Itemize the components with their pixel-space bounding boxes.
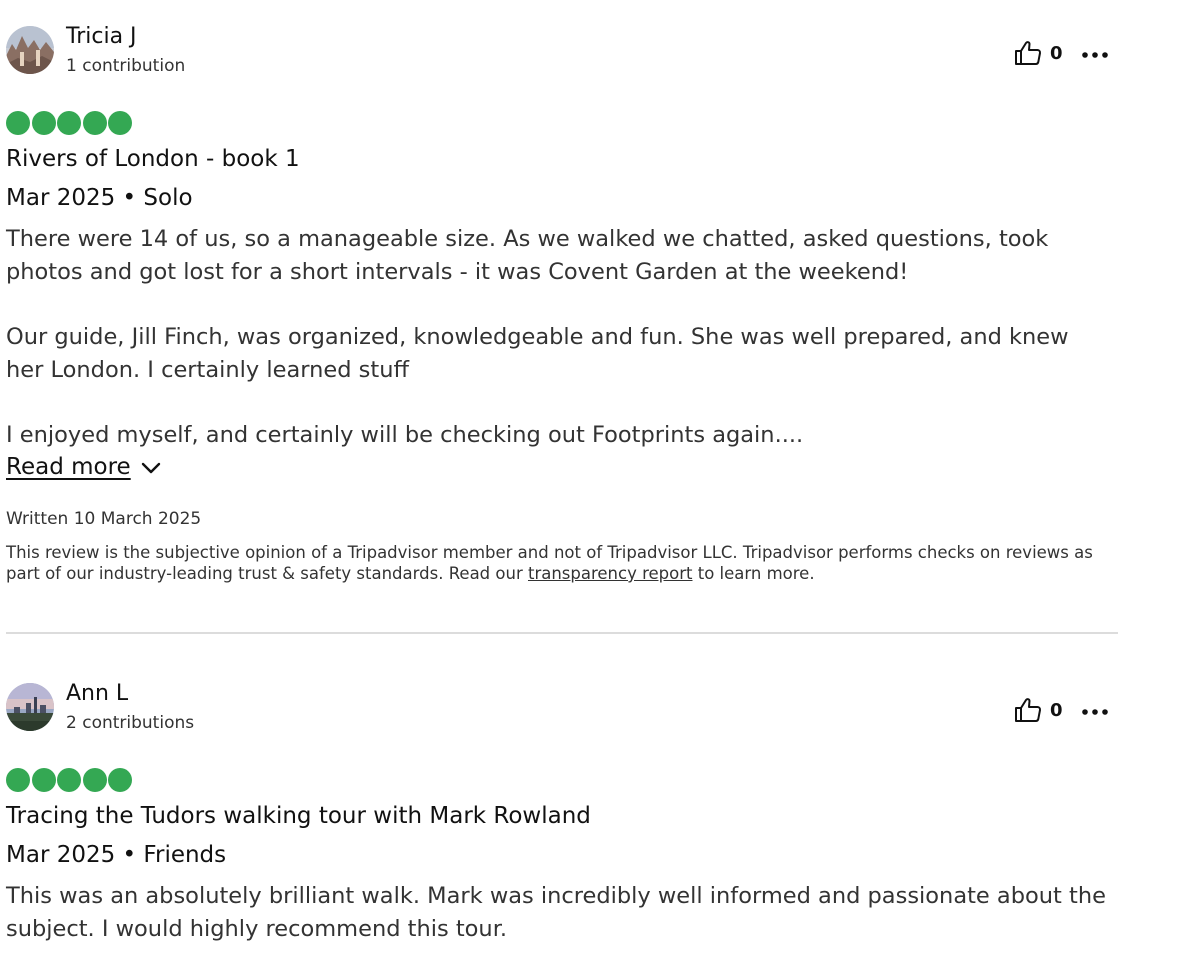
rating-bubble bbox=[32, 111, 56, 135]
rating-bubble bbox=[83, 768, 107, 792]
avatar-image bbox=[6, 26, 54, 74]
rating-bubble bbox=[57, 768, 81, 792]
helpful-vote-button[interactable] bbox=[1014, 38, 1063, 68]
thumbs-up-icon bbox=[1014, 40, 1042, 66]
review-meta: Mar 2025 • Friends bbox=[6, 842, 227, 868]
review-disclaimer bbox=[6, 542, 1118, 584]
review-paragraph: Our guide, Jill Finch, was organized, knowledgeable and fun. She was well prepared, and knew her London. I certainly learned stuff bbox=[6, 324, 1069, 383]
disclaimer-text-end: to learn more. bbox=[692, 564, 815, 583]
rating-bubble bbox=[32, 768, 56, 792]
review-paragraph: This was an absolutely brilliant walk. Mark was incredibly well informed and passionate about the subject. I would highly recommend this tour. bbox=[6, 883, 1106, 942]
helpful-count: 0 bbox=[1050, 699, 1063, 721]
rating-bubble bbox=[57, 111, 81, 135]
disclaimer-text: This review is the subjective opinion of a Tripadvisor member and not of Tripadvisor LLC. Tripadvisor performs checks on reviews as part of our industry-leading trust & safety standards. Read our bbox=[6, 543, 1093, 583]
contributions-count: 1 contribution bbox=[66, 56, 186, 76]
avatar[interactable] bbox=[6, 26, 54, 74]
read-more-label: Read more bbox=[6, 454, 131, 480]
review-header bbox=[6, 683, 1118, 733]
read-more-link[interactable] bbox=[6, 454, 161, 480]
review-paragraph: I enjoyed myself, and certainly will be checking out Footprints again.... bbox=[6, 422, 804, 449]
more-options-icon bbox=[1082, 43, 1108, 62]
review-meta: Mar 2025 • Solo bbox=[6, 185, 193, 211]
avatar[interactable] bbox=[6, 683, 54, 731]
review-card bbox=[6, 657, 1118, 957]
rating-bubbles bbox=[6, 768, 134, 792]
rating-bubble bbox=[108, 111, 132, 135]
review-card bbox=[6, 0, 1118, 634]
contributions-count: 2 contributions bbox=[66, 713, 195, 733]
user-name[interactable]: Tricia J bbox=[66, 24, 137, 49]
review-title[interactable]: Rivers of London - book 1 bbox=[6, 146, 300, 172]
rating-bubble bbox=[83, 111, 107, 135]
review-body bbox=[6, 223, 1106, 452]
transparency-report-link[interactable]: transparency report bbox=[527, 564, 693, 583]
rating-bubbles bbox=[6, 111, 134, 135]
written-date: Written 10 March 2025 bbox=[6, 509, 202, 529]
rating-bubble bbox=[6, 768, 30, 792]
thumbs-up-icon bbox=[1014, 697, 1042, 723]
rating-bubble bbox=[6, 111, 30, 135]
review-title[interactable]: Tracing the Tudors walking tour with Mark Rowland bbox=[6, 803, 591, 829]
review-paragraph: There were 14 of us, so a manageable size. As we walked we chatted, asked questions, took photos and got lost for a short intervals - it was Covent Garden at the weekend! bbox=[6, 226, 1049, 285]
helpful-count: 0 bbox=[1050, 42, 1063, 64]
more-options-button[interactable] bbox=[1080, 40, 1110, 64]
rating-bubble bbox=[108, 768, 132, 792]
avatar-image bbox=[6, 683, 54, 731]
review-header bbox=[6, 26, 1118, 76]
user-name[interactable]: Ann L bbox=[66, 681, 129, 706]
more-options-icon bbox=[1082, 700, 1108, 719]
chevron-down-icon bbox=[141, 454, 161, 480]
review-body bbox=[6, 880, 1106, 945]
helpful-vote-button[interactable] bbox=[1014, 695, 1063, 725]
more-options-button[interactable] bbox=[1080, 697, 1110, 721]
